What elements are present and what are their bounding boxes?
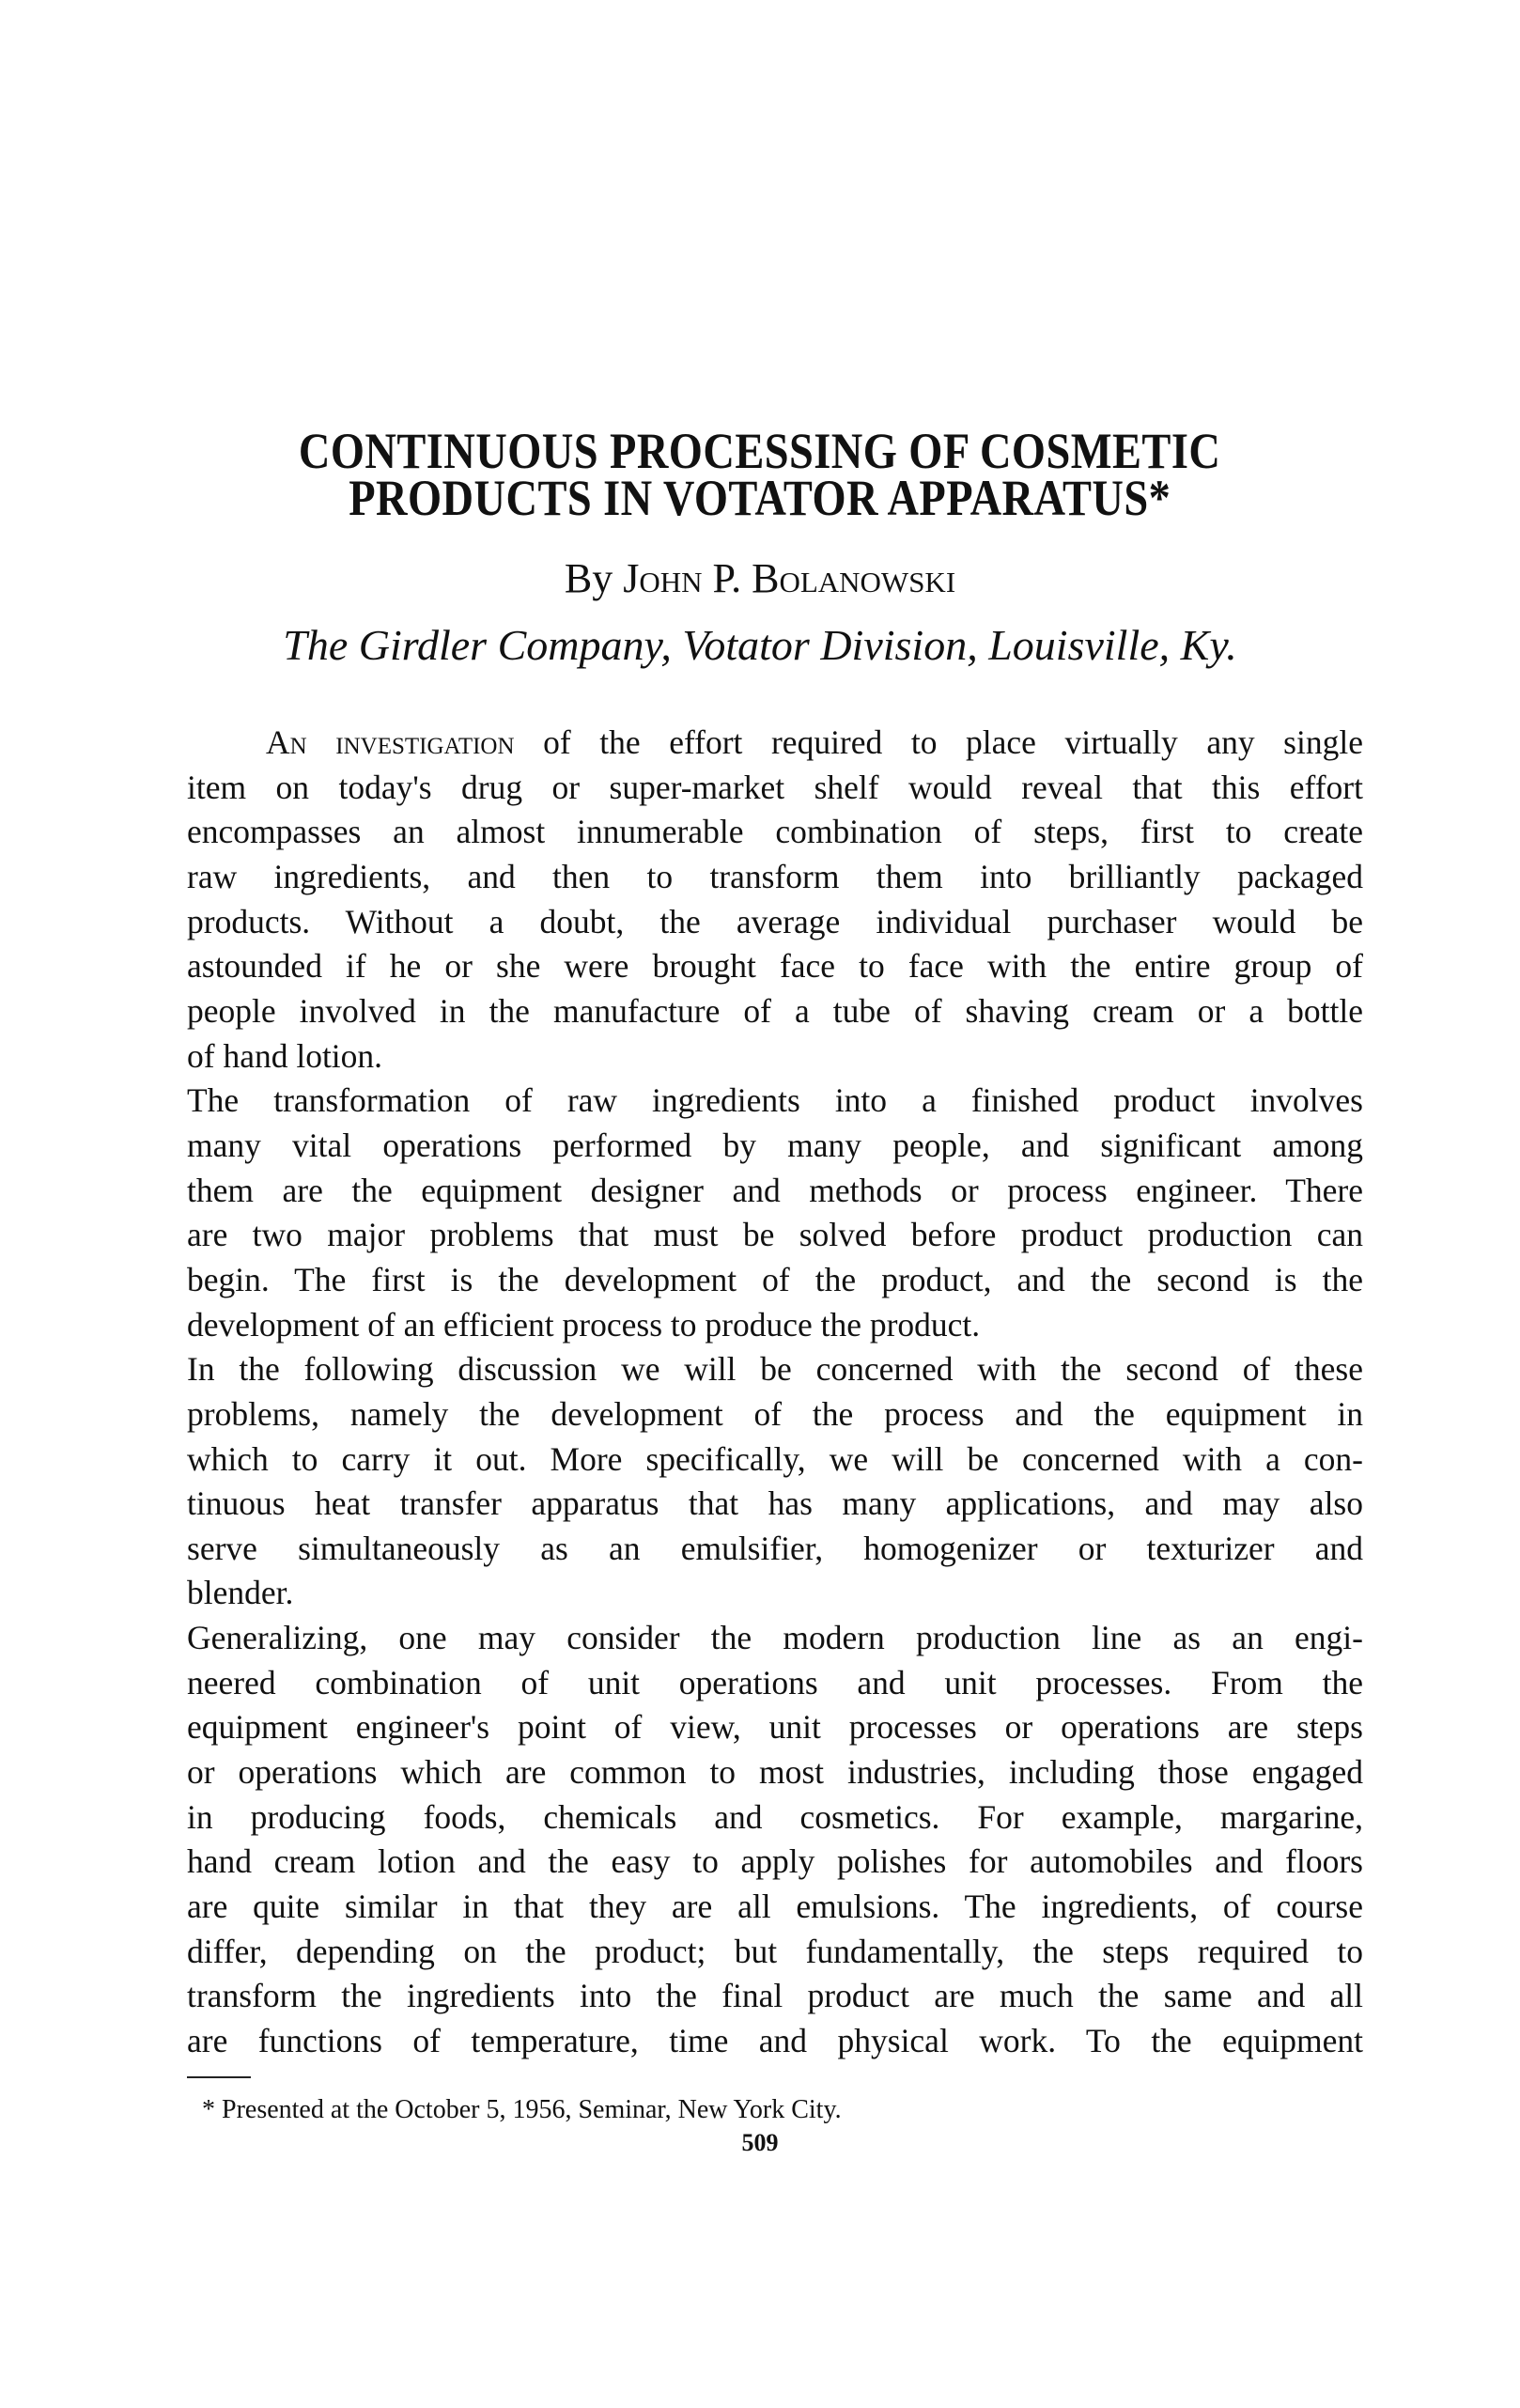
lead-in-small-caps: An investigation [266,723,515,761]
text-line [187,1571,1363,1616]
footnote-rule [187,2076,251,2078]
text-line [187,1750,1363,1795]
paragraph [187,1616,1363,2064]
line-text: neered combination of unit operations and unit processes. From the [187,1663,1363,1701]
line-text: are quite similar in that they are all emulsions. The ingredients, of course [187,1888,1363,1926]
author-name: John P. Bolanowski [623,555,956,601]
title-text: CONTINUOUS PROCESSING OF COSMETIC [299,423,1221,479]
paragraph [187,1079,1363,1347]
line-text: blender. [187,1574,294,1612]
text-line [187,1347,1363,1392]
text-line [187,810,1363,855]
line-text: Generalizing, one may consider the modern production line as an engi- [187,1619,1363,1657]
line-text: serve simultaneously as an emulsifier, homogenizer or texturizer and [187,1529,1363,1567]
line-text: equipment engineer's point of view, unit processes or operations are steps [187,1708,1363,1747]
text-line [187,944,1363,989]
footnote: * Presented at the October 5, 1956, Seminar, New York City. [202,2095,842,2124]
line-text: tinuous heat transfer apparatus that has many applications, and may also [187,1484,1363,1523]
title-text: PRODUCTS IN VOTATOR APPARATUS* [349,470,1171,526]
text-line [187,1169,1363,1214]
text-line [187,1527,1363,1572]
text-line [187,1213,1363,1258]
line-text: of hand lotion. [187,1036,383,1075]
line-text: in producing foods, chemicals and cosmetics. For example, margarine, [187,1797,1363,1836]
line-text: The transformation of raw ingredients into a finished product involves [187,1081,1363,1120]
article-body [187,721,1363,2064]
line-text: raw ingredients, and then to transform them into brilliantly packaged [187,857,1363,895]
text-line [187,1974,1363,2019]
text-line [187,1840,1363,1885]
text-line [187,1930,1363,1975]
text-line [187,1258,1363,1303]
text-line [187,1705,1363,1750]
line-text: begin. The first is the development of the product, and the second is the [187,1260,1363,1298]
text-line [187,766,1363,811]
line-text: many vital operations performed by many people, and significant among [187,1126,1363,1164]
text-line [187,1885,1363,1930]
line-text: or operations which are common to most industries, including those engaged [187,1753,1363,1792]
text-line [187,1661,1363,1706]
text-line [187,855,1363,900]
line-text: hand cream lotion and the easy to apply polishes for automobiles and floors [187,1842,1363,1881]
text-line [187,2019,1363,2064]
line-text: development of an efficient process to produce the product. [187,1305,981,1344]
line-text: problems, namely the development of the process and the equipment in [187,1394,1363,1433]
text-line [187,900,1363,945]
paragraph [187,1347,1363,1616]
author-byline [0,554,1520,602]
text-line [187,1392,1363,1437]
line-text: item on today's drug or super-market shelf would reveal that this effort [187,768,1363,806]
text-line [187,721,1363,766]
line-text: people involved in the manufacture of a tube of shaving cream or a bottle [187,991,1363,1030]
text-line [187,1303,1363,1348]
article-title-line-1 [0,423,1520,479]
paragraph [187,721,1363,1079]
line-text: products. Without a doubt, the average individual purchaser would be [187,902,1363,940]
text-line [187,1124,1363,1169]
line-text: which to carry it out. More specifically, we will be concerned with a con- [187,1439,1363,1478]
line-text: of the effort required to place virtually any single [514,723,1363,761]
line-text: are two major problems that must be solved before product production can [187,1216,1363,1254]
text-line [187,1079,1363,1124]
line-text: astounded if he or she were brought face to face with the entire group of [187,947,1363,986]
page-number: 509 [741,2129,779,2156]
line-text: are functions of temperature, time and physical work. To the equipment [187,2022,1363,2060]
text-line [187,989,1363,1034]
author-affiliation: The Girdler Company, Votator Division, Louisville, Ky. [283,621,1237,669]
text-line [187,1482,1363,1527]
line-text: In the following discussion we will be concerned with the second of these [187,1350,1363,1389]
line-text: them are the equipment designer and methods or process engineer. There [187,1171,1363,1209]
text-line [187,1795,1363,1841]
line-text: transform the ingredients into the final product are much the same and all [187,1977,1363,2015]
line-text: encompasses an almost innumerable combination of steps, first to create [187,813,1363,851]
text-line [187,1034,1363,1080]
text-line [187,1437,1363,1483]
text-line [187,1616,1363,1661]
byline-prefix: By [564,555,613,601]
line-text: differ, depending on the product; but fundamentally, the steps required to [187,1932,1363,1970]
article-title-line-2 [0,470,1520,526]
